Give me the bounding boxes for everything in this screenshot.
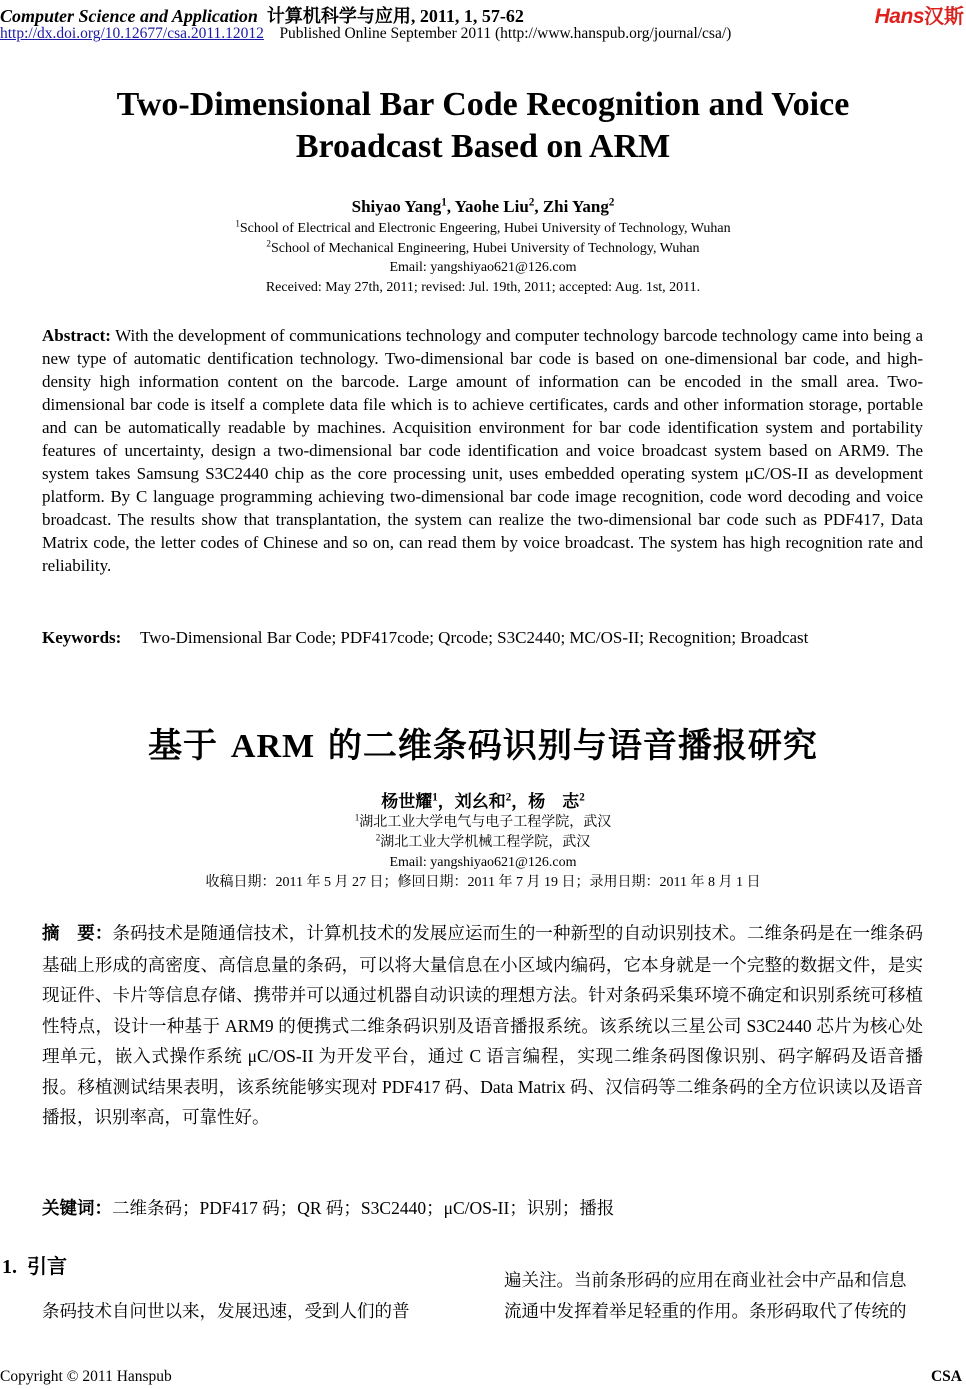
author-affil-mark: 1 <box>432 791 438 804</box>
logo-text-cn: 汉斯 <box>924 6 964 28</box>
abstract-label: Abstract: <box>42 326 111 345</box>
affiliation-text: 湖北工业大学机械工程学院，武汉 <box>380 835 591 850</box>
journal-citation: , 2011, 1, 57-62 <box>410 6 524 26</box>
affiliation <box>0 833 966 853</box>
abstract-text: With the development of communications technology and computer technology barcode technology came into being a new type of automatic dentification technology. Two-dimensional bar code is based on one-dimensional bar code, and high-density high information content on the barcode. Large amount of information can be encoded in the small area. Two-dimensional bar code is itself a complete data file which is to achieve certificates, cards and other information storage, portable and can be automatically readable by machines. Acquisition environment for bar code identification system and portability features of uncertainty, design a two-dimensional bar code identification and voice broadcast system based on ARM9. The system takes Samsung S3C2440 chip as the core processing unit, uses embedded operating system μC/OS-II as development platform. By C language programming achieving two-dimensional bar code image recognition, code word decoding and voice broadcast. The results show that transplantation, the system can realize the two-dimensional bar code such as PDF417, Data Matrix code, the letter codes of Chinese and so on, can read them by voice broadcast. The system has high recognition rate and reliability. <box>42 326 924 575</box>
author-affil-mark: 2 <box>528 196 535 209</box>
received-dates: Received: May 27th, 2011; revised: Jul. 19th, 2011; accepted: Aug. 1st, 2011. <box>265 279 701 295</box>
title-cn-part: 基于 <box>148 726 231 766</box>
title-cn-part: 的二维条码识别与语音播报研究 <box>315 726 818 766</box>
doi-line <box>0 25 731 43</box>
affil-mark: 2 <box>375 832 381 843</box>
journal-name: Computer Science and Application <box>0 6 258 26</box>
body-column-right <box>504 1265 907 1327</box>
section-title: 引言 <box>27 1254 67 1278</box>
journal-abbr: CSA <box>930 1368 962 1385</box>
author-affil-mark: 2 <box>505 791 512 804</box>
keywords-cn <box>42 1193 923 1225</box>
section-number: 1. <box>2 1256 17 1278</box>
abstract-cn <box>42 918 923 1133</box>
published-online: Published Online September 2011 (http://www.hanspub.org/journal/csa/) <box>279 25 732 42</box>
author-sep: ， <box>511 792 529 811</box>
paper-title-cn <box>0 718 966 767</box>
keywords-text: 二维条码；PDF417 码；QR 码；S3C2440；μC/OS-II；识别；播报 <box>112 1198 615 1218</box>
affil-mark: 1 <box>235 218 240 229</box>
author-affil-mark: 2 <box>608 196 615 209</box>
doi-link[interactable]: http://dx.doi.org/10.12677/csa.2011.12012 <box>0 25 264 42</box>
affiliations <box>0 219 966 297</box>
paper-title <box>0 84 966 168</box>
body-text-line: 遍关注。当前条形码的应用在商业社会中产品和信息 <box>504 1270 907 1290</box>
hanspub-logo <box>875 0 964 29</box>
author: 杨世耀 <box>381 792 433 811</box>
author-affil-mark: 2 <box>579 791 585 804</box>
keywords-label: 关键词： <box>42 1199 112 1219</box>
affiliation <box>0 239 966 259</box>
affiliation-text: School of Mechanical Engineering, Hubei University of Technology, Wuhan <box>270 240 700 256</box>
abstract-text: 条码技术是随通信技术，计算机技术的发展应运而生的一种新型的自动识别技术。二维条码是在一维条码基础上形成的高密度、高信息量的条码，可以将大量信息在小区域内编码，它本身就是一个完整的数据文件，是实现证件、卡片等信息存储、携带并可以通过机器自动识读的理想方法。针对条码采集环境不确定和识别系统可移植性特点，设计一种基于 ARM9 的便携式二维条码识别及语音播报系统。该系统以三星公司 S3C2440 芯片为核心处理单元，嵌入式操作系统 μC/OS-II 为开发平台，通过 C 语言编程，实现二维条码图像识别、码字解码及语音播报。移植测试结果表明，该系统能够实现对 PDF417 码、Data Matrix 码、汉信码等二维条码的全方位识读以及语音播报，识别率高，可靠性好。 <box>42 923 924 1127</box>
author-sep: , <box>446 197 455 216</box>
copyright: Copyright © 2011 Hanspub <box>0 1368 172 1385</box>
keywords-text: Two-Dimensional Bar Code; PDF417code; Qrcode; S3C2440; MC/OS-II; Recognition; Broadcast <box>140 628 809 647</box>
affiliation <box>0 219 966 239</box>
section-heading <box>2 1250 67 1279</box>
title-line-2: Broadcast Based on ARM <box>295 128 671 165</box>
author-affil-mark: 1 <box>441 196 447 209</box>
keywords-label: Keywords: <box>42 628 122 647</box>
author-sep: , <box>534 197 543 216</box>
affiliation <box>0 813 966 833</box>
author: Yaohe Liu <box>454 197 529 216</box>
affil-mark: 1 <box>354 812 360 823</box>
affiliation-text: School of Electrical and Electronic Engeering, Hubei University of Technology, Wuhan <box>239 221 731 236</box>
logo-text-en: Hans <box>874 5 924 28</box>
author: 刘幺和 <box>454 792 506 811</box>
body-text-line: 流通中发挥着举足轻重的作用。条形码取代了传统的 <box>504 1301 907 1321</box>
journal-name-cn: 计算机科学与应用 <box>266 6 411 26</box>
body-text-line: 条码技术自问世以来，发展迅速，受到人们的普 <box>42 1301 410 1321</box>
title-line-1: Two-Dimensional Bar Code Recognition and Voice <box>116 86 850 123</box>
author-sep: ， <box>437 792 455 811</box>
author-list-cn <box>0 787 966 812</box>
author: Zhi Yang <box>542 197 609 216</box>
abstract-label: 摘 要： <box>42 924 113 944</box>
received-dates: 收稿日期：2011 年 5 月 27 日；修回日期：2011 年 7 月 19 日；录用日期：2011 年 8 月 1 日 <box>205 875 761 890</box>
affil-mark: 2 <box>266 237 271 248</box>
body-column-left <box>42 1298 410 1323</box>
author: 杨 志 <box>528 792 580 811</box>
email: Email: yangshiyao621@126.com <box>389 260 577 275</box>
author-list <box>0 197 966 217</box>
keywords-en <box>42 626 923 649</box>
email: Email: yangshiyao621@126.com <box>389 855 577 870</box>
title-cn-part: ARM <box>230 728 316 765</box>
affiliations-cn <box>0 813 966 893</box>
abstract-en <box>42 324 923 577</box>
affiliation-text: 湖北工业大学电气与电子工程学院，武汉 <box>359 815 612 830</box>
author: Shiyao Yang <box>351 197 442 216</box>
